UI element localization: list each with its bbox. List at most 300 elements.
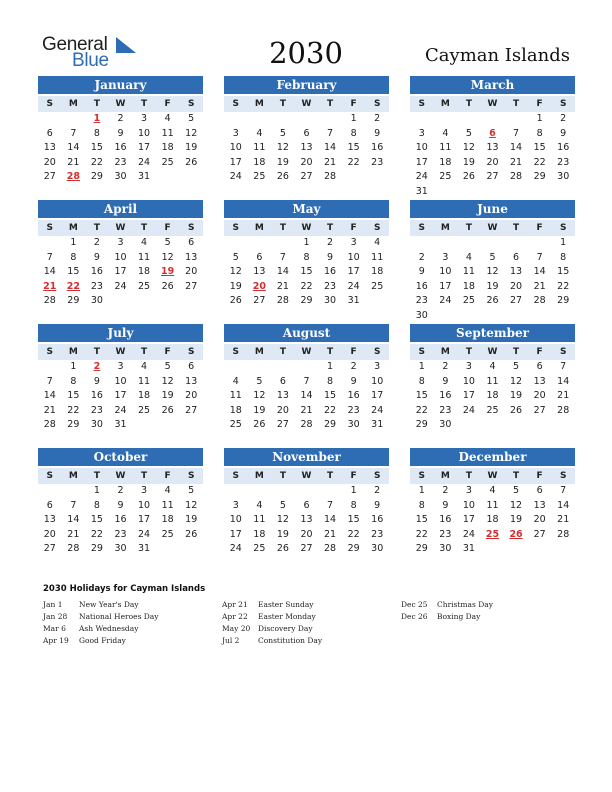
day-cell: 8 (418, 499, 425, 511)
holiday-date: Apr 19 (43, 636, 69, 645)
day-cell: 31 (347, 295, 360, 307)
weekday-label: W (301, 223, 312, 233)
weekday-label: W (487, 99, 498, 109)
day-cell: 15 (324, 390, 337, 402)
day-cell: 10 (114, 375, 127, 387)
weekday-label: S (559, 223, 567, 233)
day-cell: 25 (486, 404, 499, 416)
month-10 (38, 448, 203, 557)
weekday-label: T (326, 223, 334, 233)
holiday-day-cell: 1 (93, 113, 101, 124)
day-cell: 3 (465, 485, 472, 496)
day-cell: 6 (46, 127, 53, 139)
day-cell: 12 (462, 142, 475, 154)
day-cell: 28 (324, 171, 337, 183)
day-cell: 11 (486, 375, 499, 387)
day-cell: 17 (138, 514, 151, 526)
weekday-label: M (68, 99, 78, 109)
day-cell: 18 (486, 390, 499, 402)
day-cell: 11 (439, 142, 452, 154)
day-cell: 22 (415, 528, 428, 540)
weekday-label: W (115, 347, 126, 357)
day-cell: 23 (347, 404, 360, 416)
holiday-day-cell: 2 (93, 361, 101, 372)
day-cell: 8 (418, 375, 425, 387)
day-cell: 17 (347, 266, 360, 278)
day-cell: 24 (439, 295, 452, 307)
day-cell: 27 (276, 419, 289, 431)
weekday-header-row (224, 220, 389, 236)
day-cell: 22 (67, 404, 80, 416)
weekday-label: W (487, 347, 498, 357)
day-cell: 26 (229, 295, 242, 307)
day-cell: 25 (229, 419, 242, 431)
holiday-day-cell: 26 (509, 528, 523, 540)
day-cell: 11 (462, 266, 475, 278)
weekday-label: T (93, 471, 100, 481)
day-cell: 3 (232, 499, 239, 511)
day-cell: 1 (70, 237, 77, 248)
weekday-label: S (232, 99, 240, 109)
day-cell: 4 (256, 127, 263, 139)
holiday-name: Discovery Day (258, 624, 313, 633)
day-cell: 16 (114, 514, 127, 526)
weekday-label: T (326, 471, 334, 481)
empty-day-cell (481, 112, 505, 127)
day-cell: 1 (560, 237, 567, 248)
holiday-row (43, 624, 159, 636)
day-cell: 31 (462, 543, 475, 555)
day-cell: 12 (253, 390, 266, 402)
day-cell: 7 (560, 485, 567, 496)
day-cell: 19 (510, 514, 523, 526)
day-cell: 6 (303, 499, 310, 511)
day-cell: 24 (371, 404, 384, 416)
day-cell: 27 (185, 280, 198, 292)
day-cell: 27 (533, 528, 546, 540)
empty-day-cell (248, 112, 272, 127)
day-cell: 30 (439, 543, 452, 555)
day-cell: 31 (138, 543, 151, 555)
weekday-header-row (224, 96, 389, 112)
day-cell: 19 (185, 514, 198, 526)
holiday-row (222, 636, 322, 648)
day-cell: 29 (557, 295, 570, 307)
day-cell: 2 (442, 485, 449, 496)
day-cell: 19 (253, 404, 266, 416)
weekday-label: T (512, 471, 520, 481)
day-cell: 9 (374, 127, 381, 139)
weekday-label: F (350, 99, 357, 109)
holiday-date: Apr 22 (222, 612, 248, 621)
empty-day-cell (318, 484, 342, 499)
weekday-label: M (254, 99, 264, 109)
day-cell: 10 (138, 499, 151, 511)
day-cell: 3 (117, 237, 124, 248)
holiday-date: Jan 1 (43, 600, 63, 609)
day-cell: 24 (229, 171, 242, 183)
holiday-row (222, 624, 322, 636)
month-header: October (38, 448, 203, 466)
empty-day-cell (248, 360, 272, 375)
day-cell: 26 (253, 419, 266, 431)
day-cell: 5 (188, 113, 195, 124)
empty-day-cell (434, 112, 458, 127)
day-cell: 29 (533, 171, 546, 183)
day-cell: 2 (560, 113, 567, 124)
day-cell: 4 (141, 361, 148, 372)
weekday-label: F (350, 347, 357, 357)
month-header: June (410, 200, 575, 218)
weekday-label: F (350, 471, 357, 481)
holiday-name: Good Friday (79, 636, 126, 645)
day-cell: 1 (93, 485, 100, 496)
weekday-label: T (465, 99, 472, 109)
day-cell: 1 (350, 485, 357, 496)
weekday-label: M (254, 347, 264, 357)
weekday-label: T (465, 471, 472, 481)
day-cell: 2 (327, 237, 334, 248)
day-cell: 8 (93, 127, 100, 139)
holiday-day-cell: 21 (43, 280, 57, 292)
day-cell: 23 (415, 295, 428, 307)
empty-day-cell (457, 236, 481, 251)
day-cell: 9 (350, 375, 357, 387)
holiday-row (401, 600, 493, 612)
holiday-name: Boxing Day (437, 612, 481, 621)
day-cell: 21 (43, 404, 56, 416)
day-cell: 29 (300, 295, 313, 307)
empty-day-cell (295, 360, 319, 375)
day-cell: 14 (276, 266, 289, 278)
day-cell: 13 (43, 514, 56, 526)
day-cell: 3 (442, 251, 449, 263)
day-cell: 11 (253, 514, 266, 526)
weekday-header-row (224, 344, 389, 360)
day-cell: 18 (161, 142, 174, 154)
day-cell: 25 (253, 543, 266, 555)
days-grid (224, 236, 389, 309)
day-cell: 14 (67, 514, 80, 526)
weekday-label: S (187, 99, 195, 109)
weekday-label: T (512, 223, 520, 233)
empty-day-cell (224, 484, 248, 499)
day-cell: 21 (276, 280, 289, 292)
weekday-label: T (140, 347, 148, 357)
day-cell: 3 (141, 113, 148, 124)
day-cell: 10 (439, 266, 452, 278)
month-header: May (224, 200, 389, 218)
weekday-label: T (140, 471, 148, 481)
day-cell: 20 (43, 156, 56, 168)
day-cell: 19 (276, 528, 289, 540)
holiday-name: New Year's Day (79, 600, 139, 609)
day-cell: 26 (510, 404, 523, 416)
day-cell: 23 (90, 280, 103, 292)
day-cell: 23 (371, 528, 384, 540)
day-cell: 20 (185, 390, 198, 402)
empty-day-cell (410, 112, 434, 127)
day-cell: 17 (439, 280, 452, 292)
day-cell: 12 (161, 251, 174, 263)
empty-day-cell (295, 484, 319, 499)
day-cell: 6 (188, 361, 195, 372)
weekday-label: W (301, 347, 312, 357)
weekday-header-row (38, 468, 203, 484)
calendar-year: 2030 (269, 36, 343, 70)
day-cell: 16 (439, 390, 452, 402)
days-grid (410, 112, 575, 200)
holiday-row (43, 600, 159, 612)
day-cell: 13 (300, 514, 313, 526)
day-cell: 14 (324, 514, 337, 526)
day-cell: 18 (253, 528, 266, 540)
weekday-label: T (512, 347, 520, 357)
day-cell: 22 (533, 156, 546, 168)
day-cell: 10 (229, 142, 242, 154)
day-cell: 2 (374, 485, 381, 496)
empty-day-cell (295, 112, 319, 127)
day-cell: 19 (229, 280, 242, 292)
day-cell: 19 (486, 280, 499, 292)
month-7 (38, 324, 203, 433)
day-cell: 13 (533, 499, 546, 511)
holiday-date: Dec 25 (401, 600, 428, 609)
day-cell: 18 (486, 514, 499, 526)
day-cell: 7 (560, 361, 567, 372)
weekday-label: W (301, 471, 312, 481)
day-cell: 1 (418, 485, 425, 496)
holiday-day-cell: 25 (485, 528, 500, 540)
logo-word-blue: Blue (72, 50, 109, 71)
weekday-label: F (350, 223, 357, 233)
day-cell: 2 (350, 361, 357, 372)
day-cell: 17 (371, 390, 384, 402)
day-cell: 20 (533, 390, 546, 402)
empty-day-cell (271, 484, 295, 499)
weekday-label: M (254, 223, 264, 233)
day-cell: 16 (324, 266, 337, 278)
day-cell: 28 (533, 295, 546, 307)
day-cell: 16 (90, 266, 103, 278)
day-cell: 20 (510, 280, 523, 292)
day-cell: 28 (43, 419, 56, 431)
day-cell: 18 (439, 156, 452, 168)
weekday-label: M (440, 99, 450, 109)
days-grid (410, 360, 575, 433)
day-cell: 27 (533, 404, 546, 416)
day-cell: 14 (43, 390, 56, 402)
day-cell: 5 (465, 127, 472, 139)
weekday-label: W (115, 471, 126, 481)
day-cell: 22 (300, 280, 313, 292)
day-cell: 19 (276, 156, 289, 168)
day-cell: 4 (374, 237, 381, 248)
weekday-label: F (536, 347, 543, 357)
empty-day-cell (224, 236, 248, 251)
day-cell: 27 (43, 543, 56, 555)
weekday-label: T (465, 347, 472, 357)
day-cell: 17 (415, 156, 428, 168)
holiday-row (222, 612, 322, 624)
day-cell: 5 (232, 251, 239, 263)
day-cell: 26 (161, 404, 174, 416)
day-cell: 24 (229, 543, 242, 555)
weekday-label: S (559, 347, 567, 357)
month-header: August (224, 324, 389, 342)
day-cell: 20 (43, 528, 56, 540)
day-cell: 26 (276, 171, 289, 183)
weekday-label: W (301, 99, 312, 109)
day-cell: 25 (439, 171, 452, 183)
holiday-date: Jan 28 (43, 612, 68, 621)
day-cell: 13 (510, 266, 523, 278)
day-cell: 10 (462, 499, 475, 511)
day-cell: 9 (442, 499, 449, 511)
weekday-label: F (536, 471, 543, 481)
holiday-row (43, 612, 159, 624)
day-cell: 15 (415, 390, 428, 402)
day-cell: 8 (93, 499, 100, 511)
weekday-label: T (465, 223, 472, 233)
day-cell: 12 (185, 127, 198, 139)
day-cell: 14 (510, 142, 523, 154)
empty-day-cell (248, 236, 272, 251)
day-cell: 9 (442, 375, 449, 387)
weekday-label: F (164, 347, 171, 357)
weekday-label: S (46, 99, 54, 109)
month-header: April (38, 200, 203, 218)
holiday-column (222, 600, 322, 648)
weekday-label: M (68, 471, 78, 481)
day-cell: 17 (462, 514, 475, 526)
days-grid (224, 112, 389, 185)
day-cell: 3 (350, 237, 357, 248)
day-cell: 13 (185, 375, 198, 387)
day-cell: 1 (418, 361, 425, 372)
day-cell: 17 (229, 528, 242, 540)
day-cell: 21 (510, 156, 523, 168)
day-cell: 22 (324, 404, 337, 416)
day-cell: 20 (533, 514, 546, 526)
weekday-label: M (440, 347, 450, 357)
weekday-label: S (232, 471, 240, 481)
days-grid (224, 360, 389, 433)
day-cell: 17 (229, 156, 242, 168)
day-cell: 14 (43, 266, 56, 278)
day-cell: 17 (138, 142, 151, 154)
day-cell: 5 (279, 499, 286, 511)
days-grid (38, 360, 203, 433)
day-cell: 12 (510, 499, 523, 511)
holiday-row (43, 636, 159, 648)
empty-day-cell (38, 360, 62, 375)
holiday-column (401, 600, 493, 624)
weekday-header-row (410, 468, 575, 484)
month-header: February (224, 76, 389, 94)
day-cell: 30 (90, 419, 103, 431)
day-cell: 4 (256, 499, 263, 511)
day-cell: 9 (374, 499, 381, 511)
day-cell: 27 (486, 171, 499, 183)
day-cell: 6 (513, 251, 520, 263)
weekday-label: S (559, 471, 567, 481)
day-cell: 24 (347, 280, 360, 292)
day-cell: 16 (114, 142, 127, 154)
days-grid (410, 236, 575, 324)
empty-day-cell (38, 484, 62, 499)
day-cell: 3 (418, 127, 425, 139)
day-cell: 2 (93, 237, 100, 248)
day-cell: 5 (164, 237, 171, 248)
weekday-label: T (279, 347, 286, 357)
month-header: January (38, 76, 203, 94)
day-cell: 1 (70, 361, 77, 372)
day-cell: 7 (279, 251, 286, 263)
day-cell: 3 (374, 361, 381, 372)
day-cell: 25 (371, 280, 384, 292)
day-cell: 2 (418, 251, 425, 263)
day-cell: 23 (324, 280, 337, 292)
day-cell: 27 (43, 171, 56, 183)
holiday-row (222, 600, 322, 612)
weekday-label: M (68, 347, 78, 357)
day-cell: 30 (114, 171, 127, 183)
day-cell: 11 (253, 142, 266, 154)
day-cell: 20 (486, 156, 499, 168)
empty-day-cell (504, 236, 528, 251)
day-cell: 12 (276, 142, 289, 154)
day-cell: 7 (46, 375, 53, 387)
holiday-day-cell: 6 (489, 127, 496, 139)
day-cell: 15 (557, 266, 570, 278)
day-cell: 30 (324, 295, 337, 307)
day-cell: 23 (371, 156, 384, 168)
weekday-label: T (326, 347, 334, 357)
holiday-name: Easter Sunday (258, 600, 314, 609)
day-cell: 18 (138, 266, 151, 278)
day-cell: 6 (279, 375, 286, 387)
day-cell: 13 (300, 142, 313, 154)
days-grid (224, 484, 389, 557)
day-cell: 10 (415, 142, 428, 154)
day-cell: 13 (276, 390, 289, 402)
day-cell: 23 (557, 156, 570, 168)
day-cell: 18 (253, 156, 266, 168)
day-cell: 24 (138, 156, 151, 168)
day-cell: 4 (164, 113, 171, 124)
day-cell: 27 (185, 404, 198, 416)
month-9 (410, 324, 575, 433)
empty-day-cell (504, 112, 528, 127)
day-cell: 24 (114, 404, 127, 416)
day-cell: 21 (300, 404, 313, 416)
empty-day-cell (457, 112, 481, 127)
day-cell: 27 (300, 171, 313, 183)
weekday-label: F (164, 223, 171, 233)
weekday-label: S (232, 347, 240, 357)
day-cell: 15 (90, 142, 103, 154)
weekday-label: S (46, 471, 54, 481)
weekday-header-row (38, 344, 203, 360)
day-cell: 9 (93, 251, 100, 263)
holiday-date: May 20 (222, 624, 251, 633)
day-cell: 5 (279, 127, 286, 139)
day-cell: 16 (371, 514, 384, 526)
empty-day-cell (224, 360, 248, 375)
weekday-label: T (512, 99, 520, 109)
month-1 (38, 76, 203, 185)
